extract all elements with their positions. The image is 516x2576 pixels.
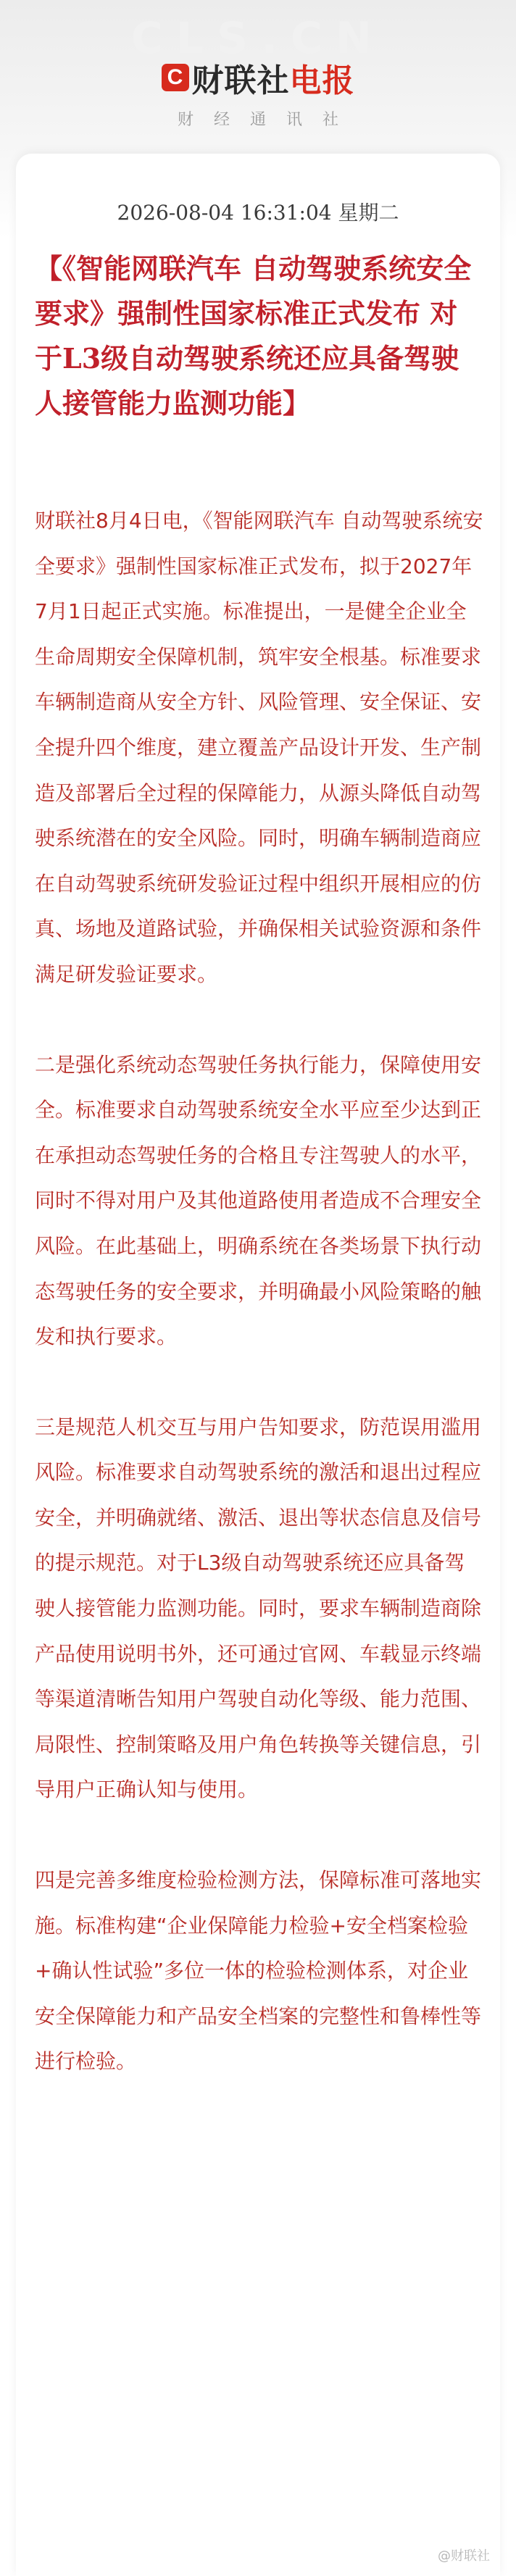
brand-name (192, 54, 355, 101)
article-body (35, 499, 484, 2085)
article-headline: 【《智能网联汽车 自动驾驶系统安全要求》强制性国家标准正式发布 对于L3级自动驾驶系统还应具备驾驶人接管能力监测功能】 (35, 252, 472, 420)
article-paragraph-4: 四是完善多维度检验检测方法，保障标准可落地实施。标准构建“企业保障能力检验+安全档案检验+确认性试验”多位一体的检验检测体系，对企业安全保障能力和产品安全档案的完整性和鲁棒性等进行检验。 (35, 1868, 482, 2074)
article-paragraph-3: 三是规范人机交互与用户告知要求，防范误用滥用风险。标准要求自动驾驶系统的激活和退出过程应安全，并明确就绪、激活、退出等状态信息及信号的提示规范。对于L3级自动驾驶系统还应具备驾驶人接管能力监测功能。同时，要求车辆制造商除产品使用说明书外，还可通过官网、车载显示终端等渠道清晰告知用户驾驶自动化等级、能力范围、局限性、控制策略及用户角色转换等关键信息，引导用户正确认知与使用。 (35, 1414, 482, 1802)
brand-name-part2: 电报 (289, 62, 355, 99)
footer-watermark: @财联社 (438, 2548, 490, 2564)
brand-subtitle: 财经通讯社 (177, 111, 359, 129)
article-paragraph-1: 财联社8月4日电，《智能网联汽车 自动驾驶系统安全要求》强制性国家标准正式发布，拟于2027年7月1日起正式实施。标准提出，一是健全企业全生命周期安全保障机制，筑牢安全根基。标准要求车辆制造商从安全方针、风险管理、安全保证、安全提升四个维度，建立覆盖产品设计开发、生产制造及部署后全过程的保障能力，从源头降低自动驾驶系统潜在的安全风险。同时，明确车辆制造商应在自动驾驶系统研发验证过程中组织开展相应的仿真、场地及道路试验，并确保相关试验资源和条件满足研发验证要求。 (35, 509, 483, 986)
header-watermark: CLS.CN (130, 13, 386, 64)
brand-logo-icon: C (162, 64, 189, 91)
brand-logo (0, 54, 516, 101)
article-datetime: 2026-08-04 16:31:04 星期二 (117, 201, 399, 225)
article-paragraph-2: 二是强化系统动态驾驶任务执行能力，保障使用安全。标准要求自动驾驶系统安全水平应至少达到正在承担动态驾驶任务的合格且专注驾驶人的水平，同时不得对用户及其他道路使用者造成不合理安全风险。在此基础上，明确系统在各类场景下执行动态驾驶任务的安全要求，并明确最小风险策略的触发和执行要求。 (35, 1052, 482, 1349)
brand-name-part1: 财联社 (191, 62, 290, 99)
